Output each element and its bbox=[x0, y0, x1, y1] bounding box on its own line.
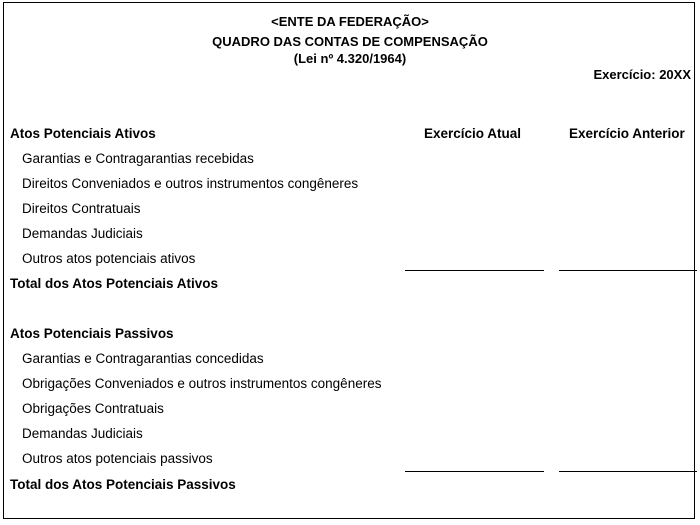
passivos-item: Demandas Judiciais bbox=[22, 426, 143, 441]
total-ativos: Total dos Atos Potenciais Ativos bbox=[10, 276, 219, 291]
column-header-anterior: Exercício Anterior bbox=[569, 126, 685, 141]
ativos-item: Direitos Contratuais bbox=[22, 201, 141, 216]
lei-subtitle: (Lei nº 4.320/1964) bbox=[293, 51, 407, 66]
ativos-item: Demandas Judiciais bbox=[22, 226, 143, 241]
passivos-item: Obrigações Contratuais bbox=[22, 401, 164, 416]
section-title-passivos: Atos Potenciais Passivos bbox=[10, 326, 174, 341]
passivos-item: Garantias e Contragarantias concedidas bbox=[22, 351, 264, 366]
passivos-anterior-underline bbox=[559, 471, 697, 472]
column-header-atual: Exercício Atual bbox=[424, 126, 522, 141]
total-passivos: Total dos Atos Potenciais Passivos bbox=[10, 477, 236, 492]
quadro-title: QUADRO DAS CONTAS DE COMPENSAÇÃO bbox=[212, 34, 488, 49]
section-title-ativos: Atos Potenciais Ativos bbox=[10, 126, 156, 141]
passivos-atual-underline bbox=[405, 471, 544, 472]
passivos-item: Obrigações Conveniados e outros instrumentos congêneres bbox=[22, 376, 382, 391]
exercicio-label: Exercício: 20XX bbox=[593, 67, 691, 82]
ente-title: <ENTE DA FEDERAÇÃO> bbox=[271, 14, 429, 29]
ativos-atual-underline bbox=[405, 270, 544, 271]
ativos-item: Direitos Conveniados e outros instrumentos congêneres bbox=[22, 176, 359, 191]
ativos-anterior-underline bbox=[559, 270, 697, 271]
ativos-item: Outros atos potenciais ativos bbox=[22, 251, 196, 266]
passivos-item: Outros atos potenciais passivos bbox=[22, 451, 213, 466]
ativos-item: Garantias e Contragarantias recebidas bbox=[22, 151, 254, 166]
